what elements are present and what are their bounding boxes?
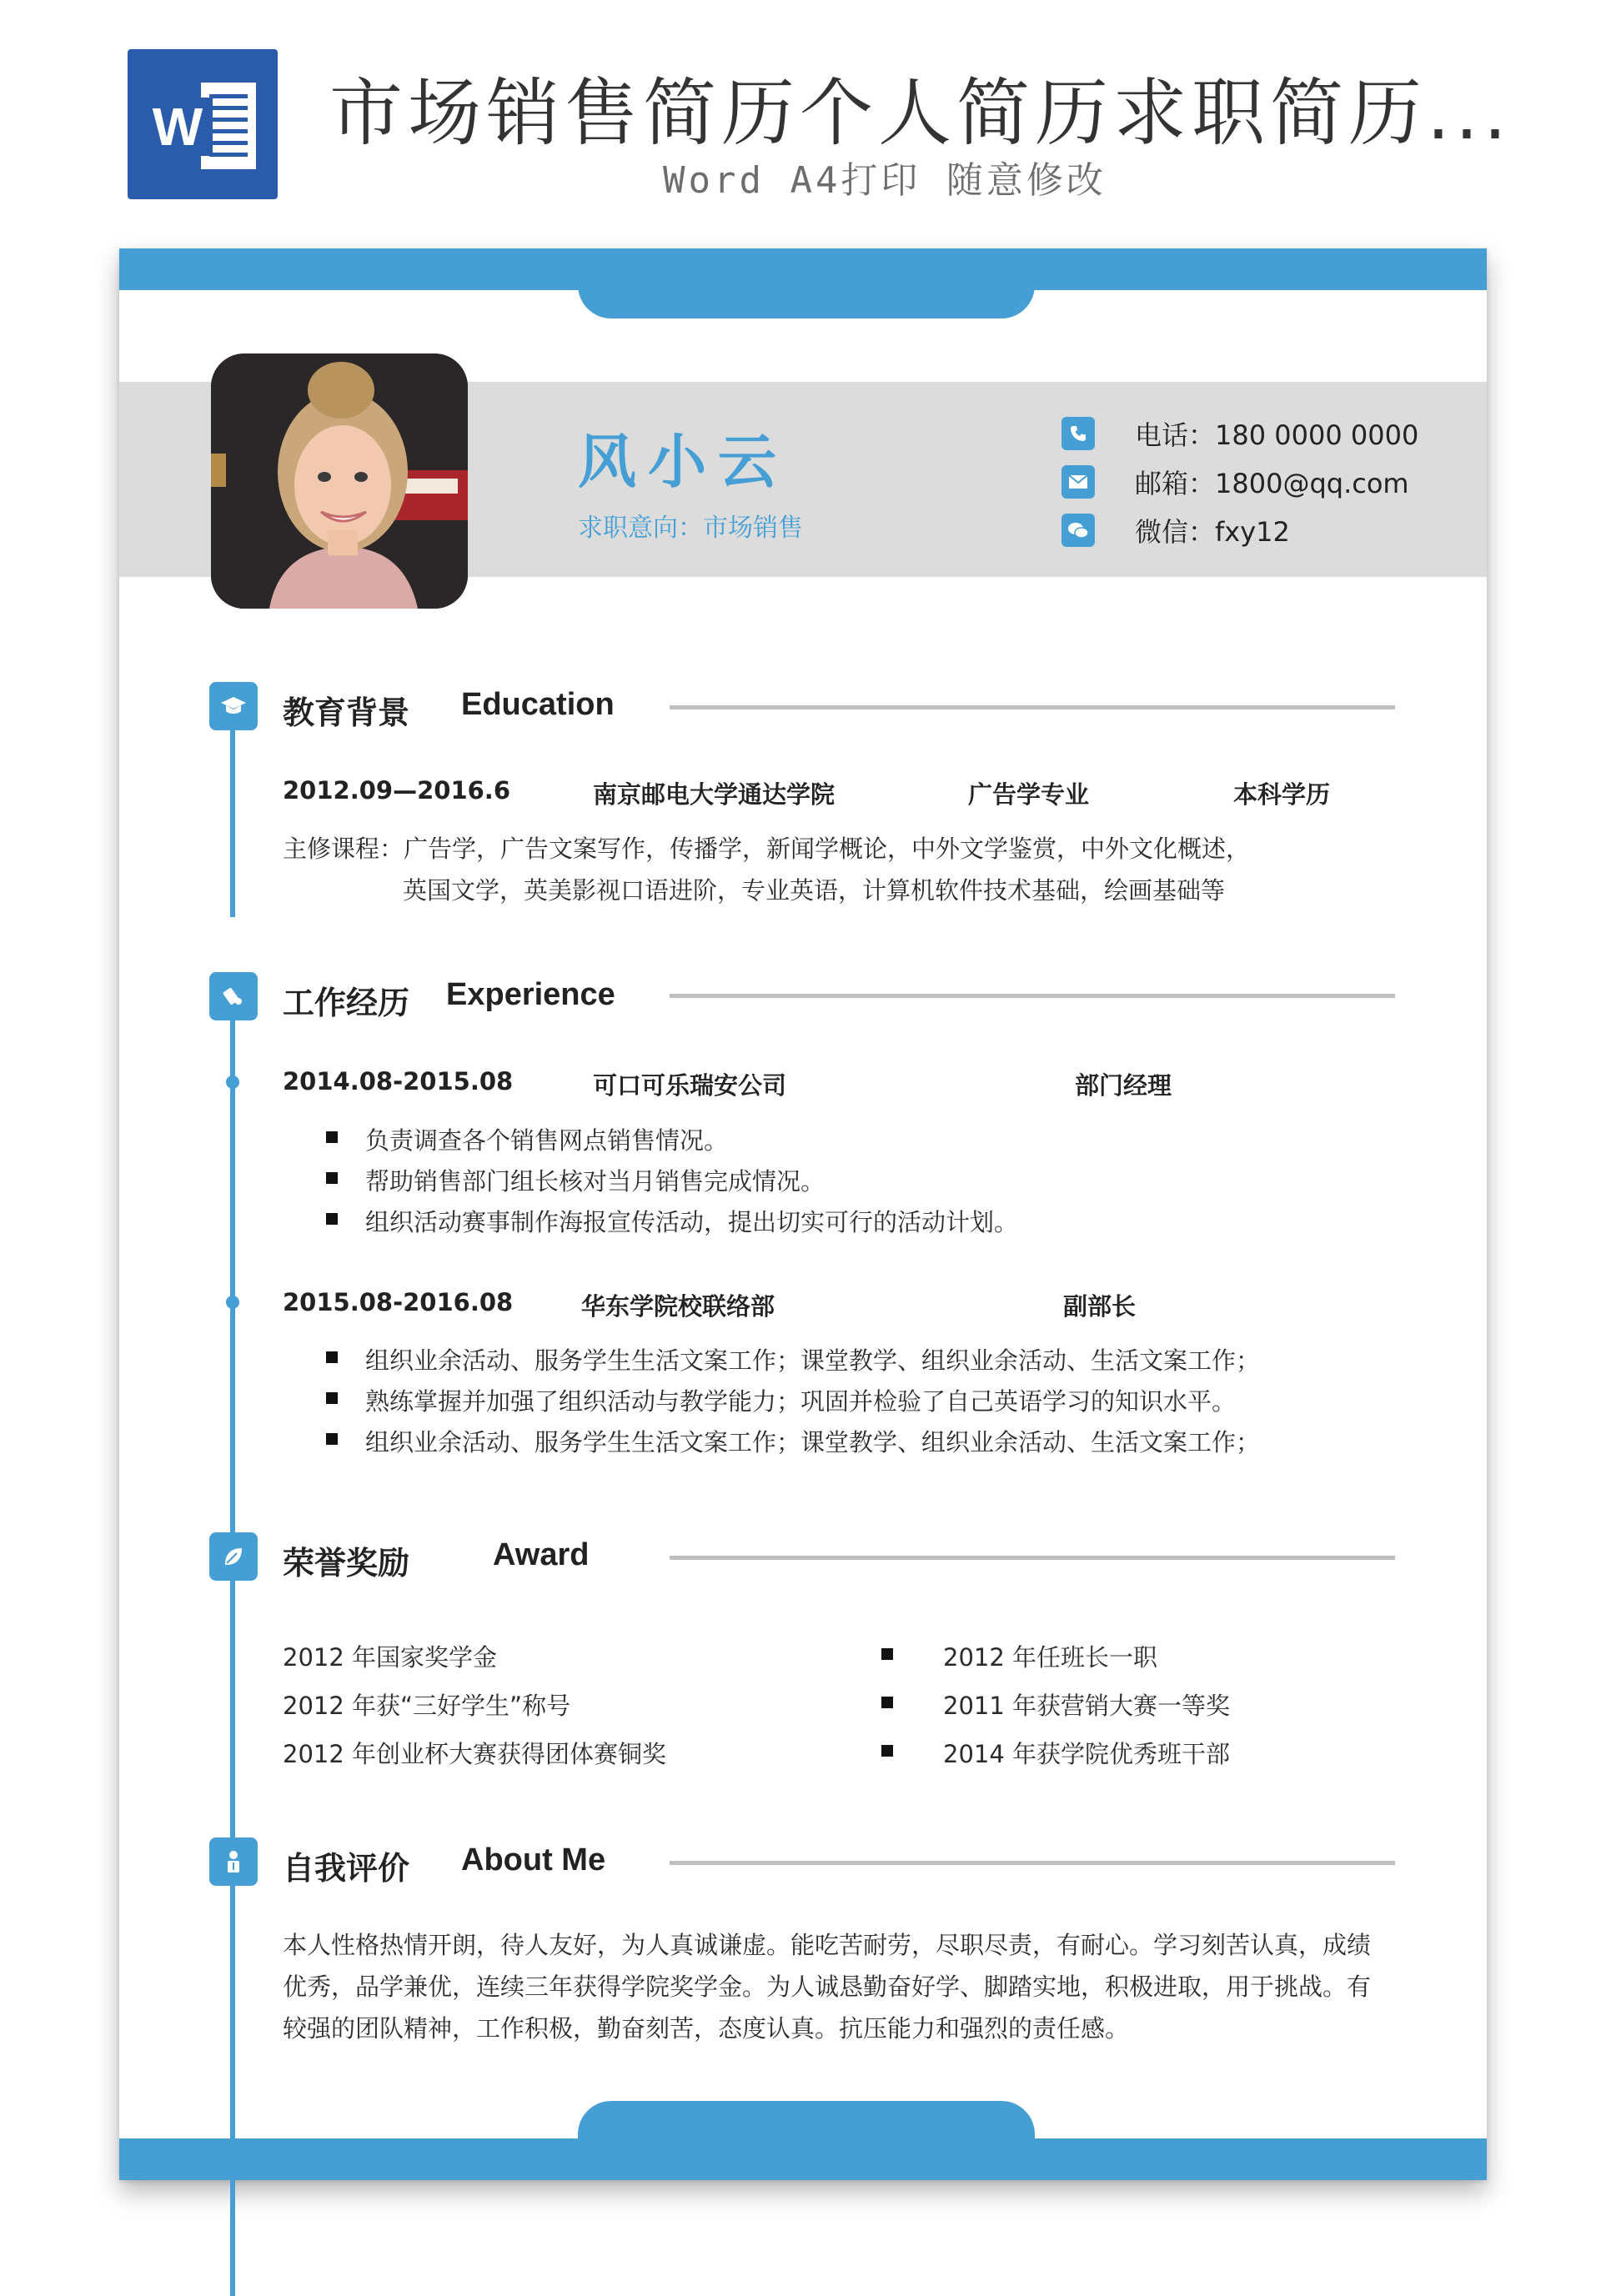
about-text: 本人性格热情开朗，待人友好，为人真诚谦虚。能吃苦耐劳，尽职尽责，有耐心。学习刻苦认真，成绩优秀，品学兼优，连续三年获得学院奖学金。为人诚恳勤奋好学、脚踏实地，积极进取，用于挑战。有较强的团队精神，工作积极，勤奋刻苦，态度认真。抗压能力和强烈的责任感。: [283, 1931, 1372, 2043]
contact-phone: [1061, 415, 1418, 452]
document-title: 市场销售简历个人简历求职简历...: [329, 70, 1512, 156]
bullet-square: [326, 1172, 338, 1184]
contact-email-text: 邮箱：1800@qq.com: [1135, 468, 1409, 499]
word-logo-letter: W: [143, 98, 213, 156]
about-title-cn: 自我评价: [283, 1850, 410, 1887]
job-item: 负责调查各个销售网点销售情况。: [365, 1126, 729, 1155]
job-org: 可口可乐瑞安公司: [593, 1071, 787, 1100]
contact-email: [1061, 464, 1409, 500]
experience-title-cn: 工作经历: [283, 985, 410, 1021]
experience-rule: [670, 994, 1395, 998]
about-rule: [670, 1861, 1395, 1865]
mail-icon: [1061, 465, 1095, 499]
job-item: 组织业余活动、服务学生生活文案工作；课堂教学、组织业余活动、生活文案工作；: [365, 1346, 1261, 1375]
job-role: 部门经理: [1075, 1071, 1172, 1100]
contact-wechat-text: 微信：fxy12: [1135, 516, 1290, 548]
award-left-item: 2012 年获“三好学生”称号: [283, 1692, 571, 1720]
leaf-icon: [209, 1532, 258, 1581]
job-item: 熟练掌握并加强了组织活动与教学能力；巩固并检验了自己英语学习的知识水平。: [365, 1387, 1237, 1416]
education-period: 2012.09—2016.6: [283, 776, 510, 805]
bullet-square: [326, 1131, 338, 1143]
award-left-item: 2012 年国家奖学金: [283, 1643, 498, 1672]
contact-wechat: [1061, 512, 1290, 549]
job-item: 组织活动赛事制作海报宣传活动，提出切实可行的活动计划。: [365, 1208, 1019, 1236]
bullet-square: [881, 1745, 893, 1757]
resume-page: [119, 248, 1487, 2180]
education-school: 南京邮电大学通达学院: [593, 780, 836, 809]
phone-icon: [1061, 417, 1095, 450]
education-rule: [670, 705, 1395, 709]
education-title-cn: 教育背景: [283, 694, 410, 731]
award-rule: [670, 1556, 1395, 1560]
bottom-band: [119, 2138, 1487, 2180]
education-title-en: Education: [461, 687, 615, 722]
graduation-cap-icon: [209, 682, 258, 730]
timeline-dot: [226, 1296, 239, 1309]
word-logo-icon: [128, 49, 278, 199]
experience-title-en: Experience: [446, 977, 615, 1012]
bullet-square: [881, 1697, 893, 1708]
education-degree: 本科学历: [1233, 780, 1331, 809]
contact-phone-text: 电话：180 0000 0000: [1135, 419, 1419, 451]
job-period: 2014.08-2015.08: [283, 1067, 514, 1095]
award-left-item: 2012 年创业杯大赛获得团体赛铜奖: [283, 1740, 667, 1768]
wechat-icon: [1061, 514, 1095, 547]
award-right-item: 2012 年任班长一职: [943, 1643, 1158, 1672]
job-period: 2015.08-2016.08: [283, 1288, 514, 1316]
job-item: 帮助销售部门组长核对当月销售完成情况。: [365, 1167, 826, 1196]
education-courses-line2: 英国文学，英美影视口语进阶，专业英语，计算机软件技术基础，绘画基础等: [403, 876, 1226, 905]
award-title-en: Award: [493, 1537, 590, 1572]
portrait-image: [211, 353, 468, 609]
education-major: 广告学专业: [968, 780, 1090, 809]
job-org: 华东学院校联络部: [581, 1292, 775, 1321]
bullet-square: [326, 1351, 338, 1363]
about-title-en: About Me: [461, 1842, 606, 1877]
briefcase-icon: [209, 972, 258, 1020]
bullet-square: [326, 1392, 338, 1404]
candidate-name: 风小云: [578, 428, 788, 496]
job-role: 副部长: [1063, 1292, 1137, 1321]
timeline-dot: [226, 1075, 239, 1089]
profile-photo: [211, 353, 468, 609]
about-timeline: [230, 1856, 235, 2296]
job-intent: 求职意向：市场销售: [578, 514, 803, 543]
award-right-item: 2011 年获营销大赛一等奖: [943, 1692, 1231, 1720]
bullet-square: [326, 1213, 338, 1225]
document-subtitle: Word A4打印 随意修改: [663, 159, 1107, 202]
person-icon: [209, 1837, 258, 1886]
bullet-square: [326, 1433, 338, 1445]
job-item: 组织业余活动、服务学生生活文案工作；课堂教学、组织业余活动、生活文案工作；: [365, 1428, 1261, 1456]
top-tab: [578, 248, 1035, 318]
award-right-item: 2014 年获学院优秀班干部: [943, 1740, 1231, 1768]
bullet-square: [881, 1648, 893, 1660]
education-courses-line1: 主修课程：广告学，广告文案写作，传播学，新闻学概论，中外文学鉴赏，中外文化概述，: [283, 835, 1251, 863]
education-timeline: [230, 699, 235, 917]
award-title-cn: 荣誉奖励: [283, 1545, 410, 1582]
